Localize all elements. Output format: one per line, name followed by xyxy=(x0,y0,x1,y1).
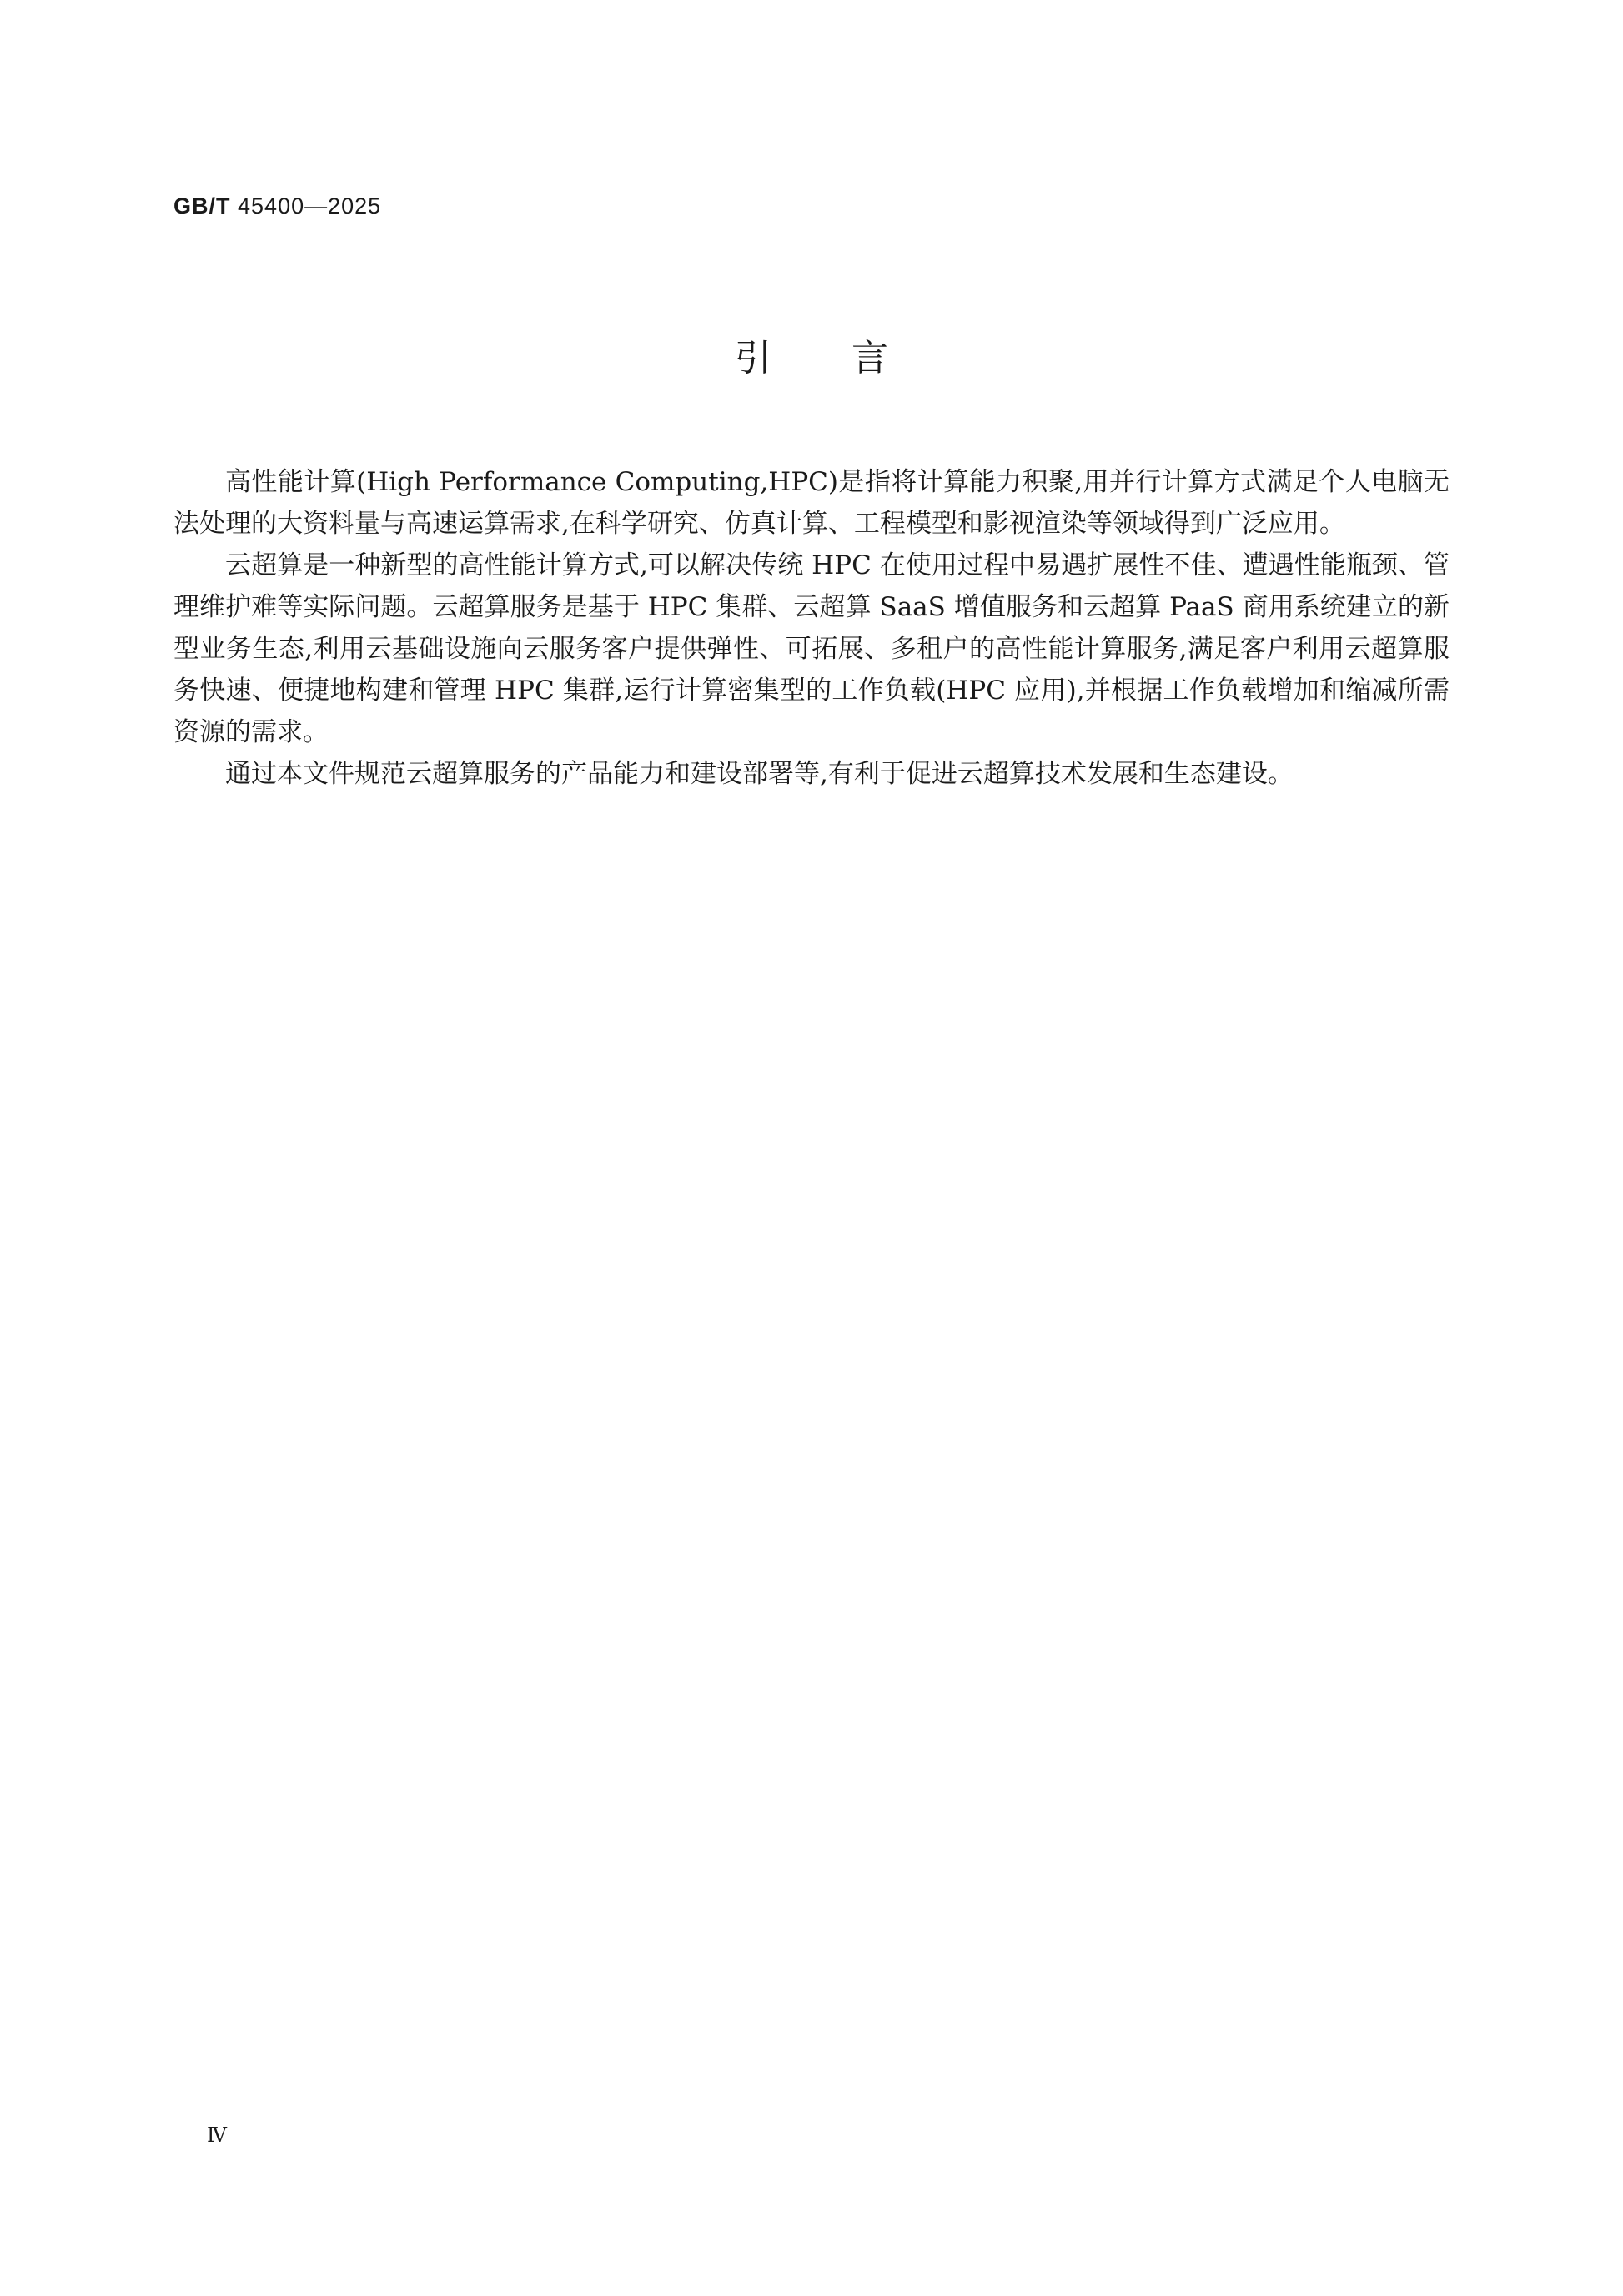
paragraph-hpc-definition: 高性能计算(High Performance Computing,HPC)是指将计算能力积聚,用并行计算方式满足个人电脑无法处理的大资料量与高速运算需求,在科学研究、仿真计算、工程模型和影视渲染等领域得到广泛应用。 xyxy=(173,467,1450,539)
section-title: 引言 xyxy=(735,337,968,379)
paragraph-purpose: 通过本文件规范云超算服务的产品能力和建设部署等,有利于促进云超算技术发展和生态建设。 xyxy=(225,759,1294,789)
standard-prefix: GB/T xyxy=(173,193,231,219)
paragraph-cloud-supercomputing: 云超算是一种新型的高性能计算方式,可以解决传统 HPC 在使用过程中易遇扩展性不佳、遭遇性能瓶颈、管理维护难等实际问题。云超算服务是基于 HPC 集群、云超算 SaaS 增值服务和云超算 PaaS 商用系统建立的新型业务生态,利用云基础设施向云服务客户提供弹性、可拓展、多租户的高性能计算服务,满足客户利用云超算服务快速、便捷地构建和管理 HPC 集群,运行计算密集型的工作负载(HPC 应用),并根据工作负载增加和缩减所需资源的需求。 xyxy=(173,550,1450,747)
introduction-body xyxy=(173,461,1450,795)
standard-code-header xyxy=(173,193,381,219)
standard-number: 45400—2025 xyxy=(238,193,382,219)
page-number: Ⅳ xyxy=(207,2125,227,2147)
